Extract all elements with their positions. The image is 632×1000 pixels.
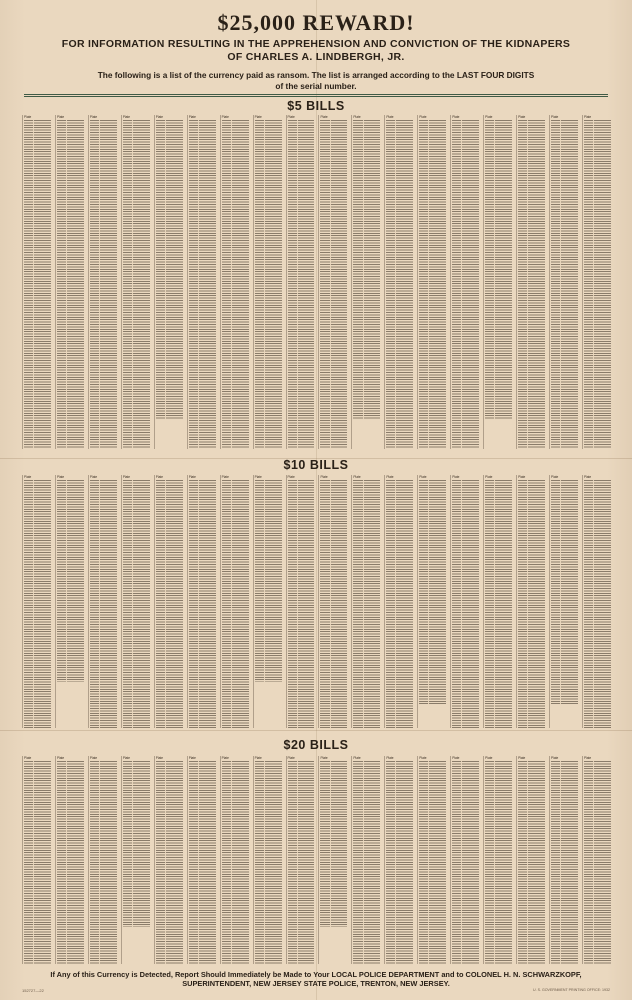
column-header: Plate: [188, 756, 196, 760]
column-header: Plate: [155, 756, 164, 760]
serial-number-lines: [320, 480, 347, 728]
serial-column: [549, 756, 579, 964]
column-header: Plate: [452, 756, 460, 760]
serial-column: [220, 475, 250, 728]
serial-column: [549, 475, 579, 728]
serial-column: [483, 115, 513, 449]
serial-column: [582, 115, 612, 449]
serial-column: [253, 475, 283, 728]
subtitle-line-2: OF CHARLES A. LINDBERGH, JR.: [227, 51, 405, 63]
column-header: Plate: [89, 475, 98, 479]
column-header: Plate: [452, 475, 460, 479]
serial-number-lines: [551, 761, 578, 964]
poster-title: $25,000 REWARD!: [217, 10, 415, 35]
serial-column: [154, 115, 184, 449]
serial-column: [187, 756, 217, 964]
serial-column: [318, 756, 348, 964]
serial-number-lines: [24, 120, 51, 449]
serial-column: [318, 115, 348, 449]
serial-column: [55, 756, 85, 964]
serial-number-lines: [551, 480, 578, 705]
serial-column: [88, 115, 118, 449]
column-header: Plate: [353, 115, 361, 119]
section-title-10-bills: $10 BILLS: [283, 458, 349, 472]
divider-rule: [24, 94, 608, 95]
serial-number-lines: [123, 120, 150, 449]
serial-number-lines: [222, 480, 249, 728]
column-header: Plate: [56, 115, 65, 119]
serial-column: [22, 115, 52, 449]
serial-column: [516, 756, 546, 964]
serial-number-table-10-bills: [22, 475, 612, 728]
column-header: Plate: [89, 115, 98, 119]
serial-number-lines: [123, 480, 150, 728]
column-header: Plate: [518, 756, 526, 760]
serial-column: [450, 475, 480, 728]
column-header: Plate: [485, 475, 493, 479]
serial-number-lines: [57, 761, 84, 964]
column-header: Plate: [485, 115, 493, 119]
column-header: Plate: [320, 475, 328, 479]
report-instructions: [10, 970, 622, 988]
poster-subtitle: [10, 38, 622, 64]
intro-line-2: of the serial number.: [275, 81, 357, 91]
serial-column: [22, 475, 52, 728]
serial-column: [483, 475, 513, 728]
serial-number-lines: [320, 120, 347, 449]
serial-number-lines: [518, 761, 545, 964]
serial-column: [582, 475, 612, 728]
printer-imprint: U. S. GOVERNMENT PRINTING OFFICE: 1932: [532, 988, 610, 992]
serial-number-lines: [353, 120, 380, 419]
column-header: Plate: [353, 756, 361, 760]
serial-column: [121, 475, 151, 728]
column-header: Plate: [221, 756, 229, 760]
column-header: Plate: [287, 475, 295, 479]
column-header: Plate: [24, 115, 32, 119]
serial-column: [286, 756, 316, 964]
serial-column: [516, 475, 546, 728]
serial-column: [286, 115, 316, 449]
serial-number-lines: [288, 480, 315, 728]
column-header: Plate: [518, 115, 526, 119]
serial-number-lines: [353, 761, 380, 964]
column-header: Plate: [551, 756, 559, 760]
column-header: Plate: [254, 115, 262, 119]
serial-number-lines: [452, 120, 479, 449]
serial-column: [516, 115, 546, 449]
serial-column: [154, 756, 184, 964]
serial-column: [121, 756, 151, 964]
column-header: Plate: [254, 475, 262, 479]
column-header: Plate: [485, 756, 493, 760]
serial-column: [220, 115, 250, 449]
column-header: Plate: [551, 115, 559, 119]
serial-number-lines: [518, 120, 545, 449]
column-header: Plate: [320, 756, 328, 760]
column-header: Plate: [419, 756, 427, 760]
serial-number-lines: [57, 480, 84, 682]
serial-number-lines: [189, 761, 216, 964]
serial-number-lines: [551, 120, 578, 449]
column-header: Plate: [320, 115, 328, 119]
serial-column: [318, 475, 348, 728]
column-header: Plate: [583, 115, 592, 119]
serial-column: [253, 115, 283, 449]
footer-line-1: If Any of this Currency is Detected, Report Should Immediately be Made to Your LOCAL POLICE DEPARTMENT and to COLONEL H. N. SCHWARZKOPF,: [50, 970, 582, 979]
serial-column: [187, 475, 217, 728]
column-header: Plate: [419, 475, 427, 479]
serial-column: [450, 115, 480, 449]
serial-number-lines: [156, 480, 183, 728]
serial-number-lines: [24, 480, 51, 728]
column-header: Plate: [583, 475, 592, 479]
serial-column: [417, 756, 447, 964]
intro-text: [40, 70, 592, 92]
serial-number-lines: [452, 761, 479, 964]
serial-number-lines: [255, 480, 282, 682]
serial-number-lines: [90, 761, 117, 964]
serial-column: [483, 756, 513, 964]
serial-number-lines: [57, 120, 84, 449]
footer-line-2: SUPERINTENDENT, NEW JERSEY STATE POLICE, TRENTON, NEW JERSEY.: [182, 979, 450, 988]
column-header: Plate: [56, 756, 65, 760]
intro-line-1: The following is a list of the currency paid as ransom. The list is arranged according to the LAST FOUR DIGITS: [97, 70, 535, 80]
serial-number-lines: [156, 120, 183, 419]
divider-rule: [24, 96, 608, 97]
serial-column: [417, 475, 447, 728]
serial-number-lines: [584, 120, 611, 449]
column-header: Plate: [188, 475, 196, 479]
serial-column: [351, 756, 381, 964]
serial-number-lines: [288, 761, 315, 964]
column-header: Plate: [551, 475, 559, 479]
serial-number-lines: [189, 480, 216, 728]
section-title-5-bills: $5 BILLS: [287, 99, 345, 113]
serial-number-lines: [419, 120, 446, 449]
column-header: Plate: [122, 115, 131, 119]
column-header: Plate: [583, 756, 592, 760]
serial-column: [351, 475, 381, 728]
serial-number-lines: [90, 120, 117, 449]
serial-number-lines: [288, 120, 315, 449]
serial-number-lines: [90, 480, 117, 728]
column-header: Plate: [518, 475, 526, 479]
serial-column: [88, 756, 118, 964]
serial-column: [582, 756, 612, 964]
serial-number-lines: [386, 480, 413, 728]
serial-column: [187, 115, 217, 449]
serial-number-lines: [386, 120, 413, 449]
serial-number-lines: [518, 480, 545, 728]
serial-number-table-20-bills: [22, 756, 612, 964]
column-header: Plate: [89, 756, 98, 760]
column-header: Plate: [221, 475, 229, 479]
serial-number-lines: [24, 761, 51, 964]
column-header: Plate: [122, 475, 131, 479]
serial-number-lines: [452, 480, 479, 728]
serial-column: [450, 756, 480, 964]
column-header: Plate: [386, 475, 394, 479]
serial-column: [253, 756, 283, 964]
print-code: 152727—22: [22, 988, 44, 993]
serial-column: [154, 475, 184, 728]
column-header: Plate: [386, 756, 394, 760]
serial-column: [384, 475, 414, 728]
section-title-20-bills: $20 BILLS: [283, 738, 349, 752]
column-header: Plate: [254, 756, 262, 760]
serial-column: [286, 475, 316, 728]
serial-column: [55, 475, 85, 728]
serial-column: [351, 115, 381, 449]
serial-number-lines: [353, 480, 380, 728]
serial-number-lines: [222, 761, 249, 964]
serial-number-lines: [123, 761, 150, 927]
serial-column: [121, 115, 151, 449]
serial-number-lines: [485, 761, 512, 964]
column-header: Plate: [221, 115, 229, 119]
serial-column: [88, 475, 118, 728]
serial-number-table-5-bills: [22, 115, 612, 449]
column-header: Plate: [353, 475, 361, 479]
column-header: Plate: [452, 115, 460, 119]
serial-number-lines: [156, 761, 183, 964]
serial-column: [220, 756, 250, 964]
serial-number-lines: [485, 120, 512, 419]
serial-number-lines: [189, 120, 216, 449]
column-header: Plate: [155, 475, 164, 479]
serial-column: [384, 115, 414, 449]
column-header: Plate: [24, 475, 32, 479]
column-header: Plate: [155, 115, 164, 119]
serial-column: [549, 115, 579, 449]
serial-number-lines: [222, 120, 249, 449]
serial-number-lines: [485, 480, 512, 728]
serial-number-lines: [386, 761, 413, 964]
serial-number-lines: [255, 761, 282, 964]
column-header: Plate: [287, 756, 295, 760]
serial-number-lines: [584, 761, 611, 964]
column-header: Plate: [287, 115, 295, 119]
column-header: Plate: [56, 475, 65, 479]
column-header: Plate: [188, 115, 196, 119]
column-header: Plate: [122, 756, 131, 760]
subtitle-line-1: FOR INFORMATION RESULTING IN THE APPREHENSION AND CONVICTION OF THE KIDNAPERS: [61, 38, 571, 50]
serial-number-lines: [584, 480, 611, 728]
column-header: Plate: [24, 756, 32, 760]
column-header: Plate: [419, 115, 427, 119]
serial-number-lines: [419, 761, 446, 964]
column-header: Plate: [386, 115, 394, 119]
serial-column: [22, 756, 52, 964]
serial-column: [384, 756, 414, 964]
serial-column: [55, 115, 85, 449]
serial-number-lines: [255, 120, 282, 449]
serial-number-lines: [419, 480, 446, 705]
serial-column: [417, 115, 447, 449]
serial-number-lines: [320, 761, 347, 927]
